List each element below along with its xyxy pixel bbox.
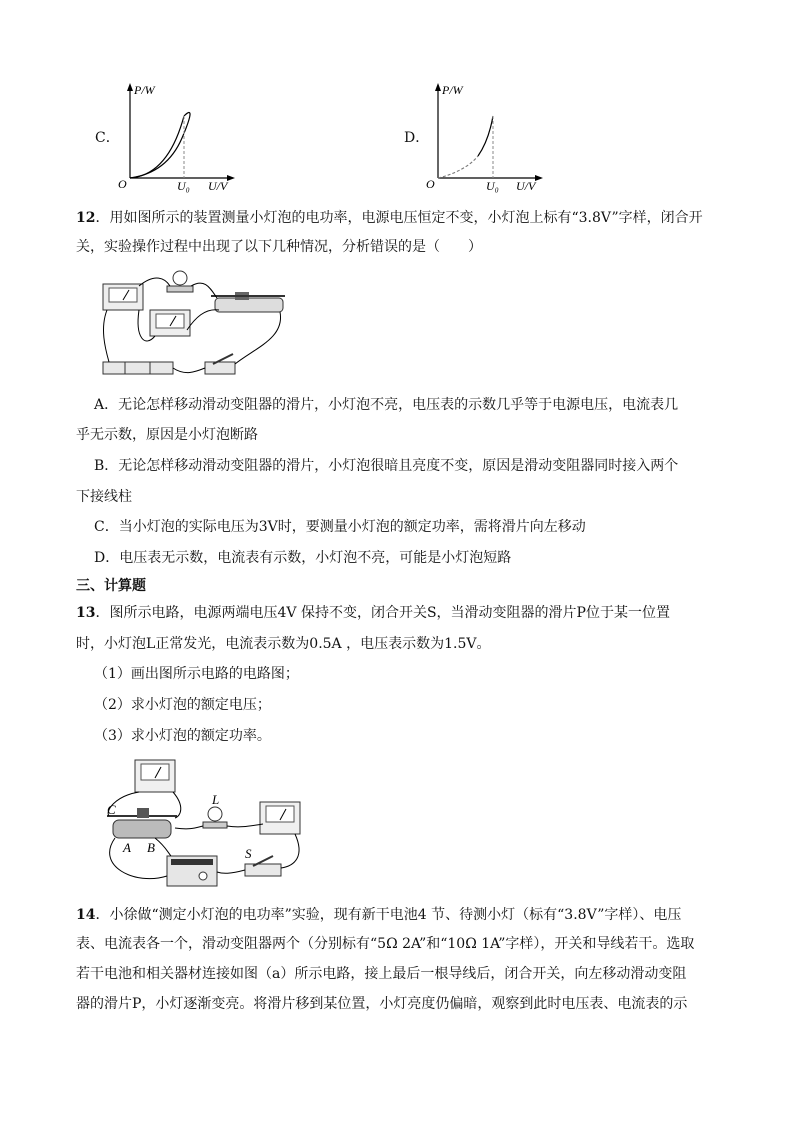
q12-stem-line1	[76, 208, 703, 228]
q13-stem-line2: 时，小灯泡L正常发光，电流表示数为0.5A ，电压表示数为1.5V。	[76, 636, 491, 652]
q13-label-c: C	[107, 802, 116, 817]
q13-stem-1: ．图所示电路，电源两端电压4V 保持不变，闭合开关S，当滑动变阻器的滑片P位于某一位置	[95, 605, 670, 621]
q13-label-l: L	[212, 792, 220, 807]
q12-option-c: C．当小灯泡的实际电压为3V时，要测量小灯泡的额定功率，需将滑片向左移动	[94, 519, 586, 535]
q14-number: 14	[76, 907, 96, 923]
q12-number: 12	[76, 210, 96, 226]
option-d-label: D．	[404, 130, 430, 146]
option-c-graph	[112, 78, 247, 193]
q13-sub2: （2）求小灯泡的额定电压；	[94, 697, 271, 713]
section-heading-calculation: 三、计算题	[76, 578, 146, 594]
c-u0-label: U₀	[177, 179, 190, 193]
q12-circuit-figure	[95, 268, 290, 380]
q12-stem-1: ．用如图所示的装置测量小灯泡的电功率，电源电压恒定不变，小灯泡上标有“3.8V”字样，闭合开	[95, 210, 703, 226]
c-origin-label: O	[118, 177, 127, 191]
q12-option-a-line2: 乎无示数，原因是小灯泡断路	[76, 427, 258, 443]
q14-line4: 器的滑片P，小灯逐渐变亮。将滑片移到某位置，小灯亮度仍偏暗，观察到此时电压表、电流表的示	[76, 996, 688, 1012]
q14-line1-text: ．小徐做“测定小灯泡的电功率”实验，现有新干电池4 节、待测小灯（标有“3.8V”字样）、电压	[95, 907, 682, 923]
q12-option-a-line1: A．无论怎样移动滑动变阻器的滑片，小灯泡不亮，电压表的示数几乎等于电源电压，电流表几	[94, 397, 679, 413]
q13-sub1: （1）画出图所示电路的电路图；	[94, 666, 299, 682]
d-origin-label: O	[426, 177, 435, 191]
q14-line2: 表、电流表各一个，滑动变阻器两个（分别标有“5Ω 2A”和“10Ω 1A”字样），开关和导线若干。选取	[76, 936, 695, 952]
d-u0-label: U₀	[486, 179, 499, 193]
q13-label-a: A	[123, 840, 131, 855]
q14-line1	[76, 905, 681, 925]
option-d-graph	[420, 78, 555, 193]
option-c-label: C．	[95, 130, 120, 146]
q12-option-b-line2: 下接线柱	[76, 489, 132, 505]
d-y-axis-label: P/W	[442, 83, 463, 97]
q12-option-b-line1: B．无论怎样移动滑动变阻器的滑片，小灯泡很暗且亮度不变，原因是滑动变阻器同时接入两个	[94, 458, 679, 474]
q13-circuit-figure	[95, 756, 335, 891]
q13-number: 13	[76, 605, 96, 621]
q14-line3: 若干电池和相关器材连接如图（a）所示电路，接上最后一根导线后，闭合开关，向左移动滑动变阻	[76, 966, 687, 982]
c-y-axis-label: P/W	[134, 83, 155, 97]
q13-label-b: B	[147, 840, 155, 855]
q13-sub3: （3）求小灯泡的额定功率。	[94, 728, 271, 744]
d-x-axis-label: U/V	[516, 179, 536, 193]
q12-stem-line2: 关，实验操作过程中出现了以下几种情况，分析错误的是（ ）	[76, 239, 482, 255]
q13-stem-line1	[76, 603, 670, 623]
q12-option-d: D．电压表无示数，电流表有示数，小灯泡不亮，可能是小灯泡短路	[94, 550, 512, 566]
c-x-axis-label: U/V	[208, 179, 228, 193]
q13-label-s: S	[245, 846, 252, 861]
